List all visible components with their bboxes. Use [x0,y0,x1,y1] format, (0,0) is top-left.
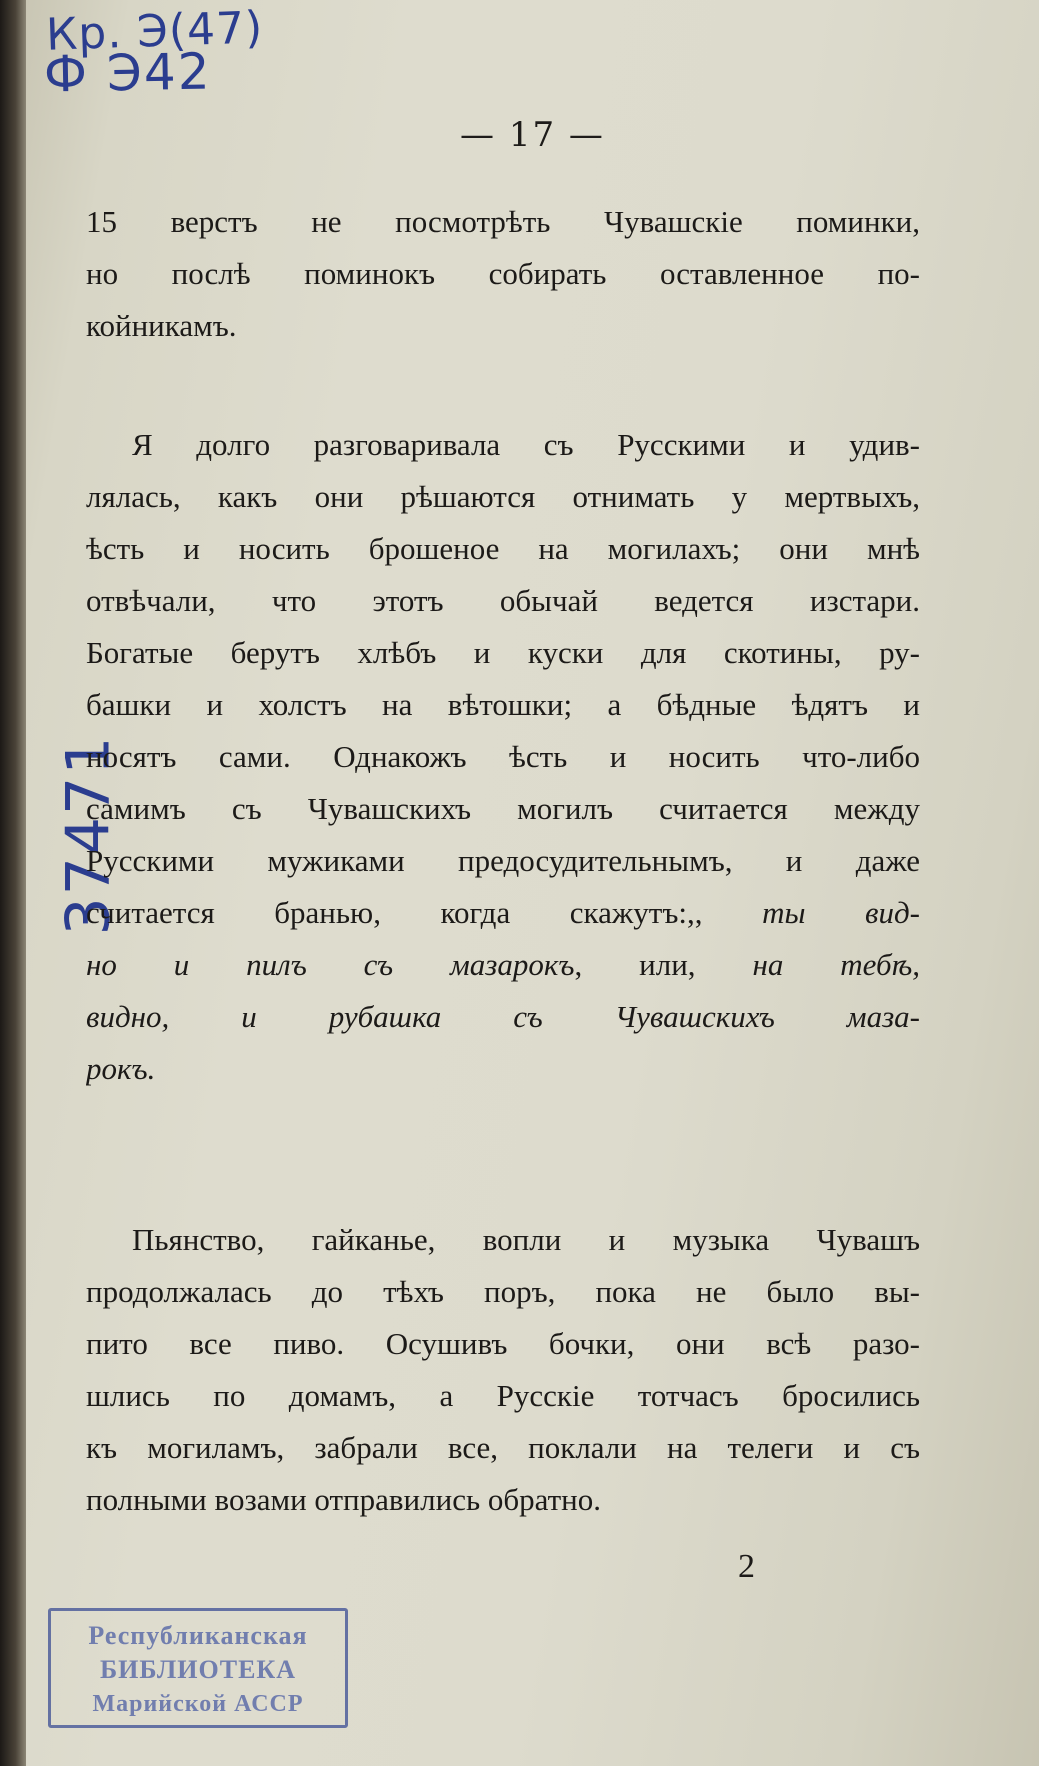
text-line: пито все пиво. Осушивъ бочки, они всѣ разо- [86,1326,920,1361]
library-stamp [48,1608,348,1728]
text-run: считается бранью, когда скажутъ:,, [86,895,703,930]
text-line-with-italic [86,887,920,939]
text-line-italic [86,1043,920,1095]
text-line: ѣсть и носить брошеное на могилахъ; они мнѣ [86,531,920,566]
signature-mark: 2 [738,1548,755,1585]
text-line: башки и холстъ на вѣтошки; а бѣдные ѣдятъ и [86,687,920,722]
text-line-italic [86,991,920,1043]
text-line: Пьянство, гайканье, вопли и музыка Чувашъ [132,1222,920,1257]
italic-run: но и пилъ съ мазарокъ [86,947,575,982]
text-line: Я долго разговаривала съ Русскими и удив- [132,427,920,462]
paragraph-1 [86,196,920,352]
text-line: Богатые берутъ хлѣбъ и куски для скотины, ру- [86,635,920,670]
paragraph-2 [86,419,920,1095]
book-gutter [0,0,26,1766]
book-page [26,0,1039,1766]
text-line-with-italic: но и пилъ съ мазарокъ, или, на тебѣ, [86,947,920,982]
inventory-number: 37471 [53,734,124,936]
text-line: къ могиламъ, забрали все, поклали на телеги и съ [86,1430,920,1465]
paragraph-3 [86,1214,920,1526]
text-line: продолжалась до тѣхъ поръ, пока не было вы- [86,1274,920,1309]
text-line: койникамъ. [86,308,237,343]
shelfmark-top: Кр. Э(47) [45,2,265,61]
text-line: полными возами отправились обратно. [86,1482,601,1517]
text-line: шлись по домамъ, а Русскiе тотчасъ бросились [86,1378,920,1413]
text-line: носятъ сами. Однакожъ ѣсть и носить что-либо [86,739,920,774]
stamp-line-1: Республиканская [88,1621,308,1650]
text-line: 15 верстъ не посмотрѣть Чувашскiе поминки, [86,204,920,239]
text-line: отвѣчали, что этотъ обычай ведется изстари. [86,583,920,618]
italic-run: рокъ. [86,1051,156,1086]
page-number-header: — 17 — [460,115,605,155]
italic-run: видно, и рубашка съ Чувашскихъ маза- [86,999,920,1034]
italic-run: на тебѣ, [752,947,920,982]
text-line: самимъ съ Чувашскихъ могилъ считается между [86,791,920,826]
shelfmark-bottom: Ф Э42 [43,42,212,104]
text-run: или, [639,947,696,982]
italic-run: ты вид- [762,895,920,930]
text-line: Русскими мужиками предосудительнымъ, и даже [86,843,920,878]
text-line: лялась, какъ они рѣшаются отнимать у мертвыхъ, [86,479,920,514]
text-line: но послѣ поминокъ собирать оставленное по- [86,256,920,291]
stamp-line-3: Марийской АССР [92,1691,304,1717]
stamp-line-2: БИБЛИОТЕКА [99,1655,297,1684]
